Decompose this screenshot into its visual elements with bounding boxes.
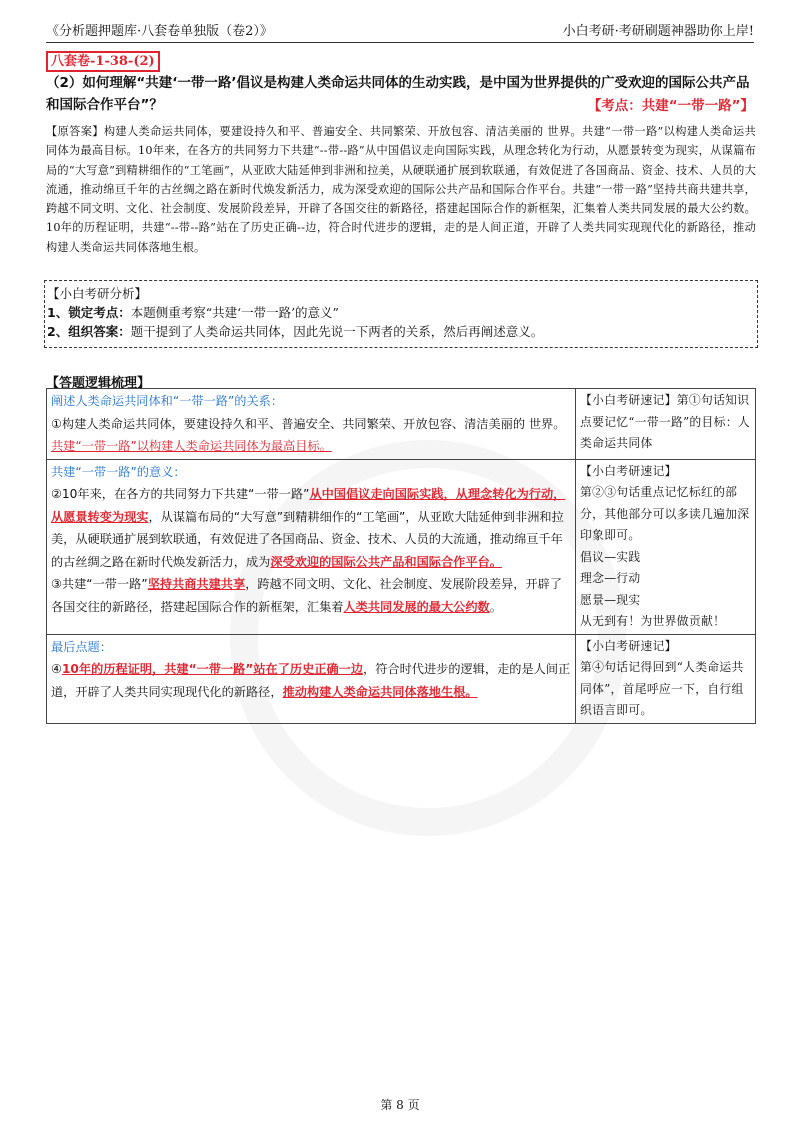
logic-cell-note	[576, 389, 756, 460]
logic-section-title: 【答题逻辑梳理】	[46, 376, 151, 391]
row-heading: 共建“一带一路”的意义：	[51, 464, 186, 479]
page-number: 第 8 页	[380, 1098, 420, 1112]
note-pair: 理念—行动	[580, 571, 641, 585]
note-heading: 【小白考研速记】	[580, 463, 677, 478]
logic-cell-main	[47, 459, 576, 634]
analysis-item-1-text: 本题侧重考察“共建‘一带一路’的意义”	[130, 305, 339, 320]
table-row	[47, 634, 756, 723]
note-text: 第①句话知识点要记忆“一带一路”的目标：人类命运共同体	[580, 393, 750, 450]
header-title: 《分析题押题库·八套卷单独版（卷2）》	[46, 24, 273, 39]
logic-cell-main	[47, 389, 576, 460]
row-highlight: 坚持共商共建共享	[147, 577, 246, 591]
row-text: ，符合时代进步的逻辑，走的是人间正道，开辟了人类共同实现现代化的新路径，	[51, 662, 571, 699]
note-end: 从无到有！为世界做贡献！	[580, 614, 726, 628]
row-text: 。	[489, 599, 502, 614]
analysis-title: 【小白考研分析】	[47, 286, 148, 301]
analysis-item-1-label: 1、锁定考点：	[47, 305, 131, 320]
row-highlight: 10年的历程证明，共建“一带一路”站在了历史正确一边	[61, 662, 364, 676]
row-highlight: 深受欢迎的国际公共产品和国际合作平台。	[270, 554, 502, 569]
row-text: ②10年来，在各方的共同努力下共建“一带一路”	[51, 487, 310, 501]
row-highlight: 共建“一带一路”以构建人类命运共同体为最高目标。	[51, 439, 332, 453]
row-highlight: 推动构建人类命运共同体落地生根。	[282, 684, 478, 699]
analysis-item-2-label: 2、组织答案：	[47, 324, 131, 339]
row-highlight: 从中国倡议走向国际实践，从理念转化为行动，从愿景转变为现实	[51, 487, 566, 524]
logic-table	[46, 388, 756, 724]
analysis-item-2	[47, 322, 755, 341]
logic-cell-note	[576, 634, 756, 723]
note-heading: 【小白考研速记】	[580, 393, 677, 407]
page-header	[46, 18, 754, 43]
question-text: （2）如何理解“共建‘一带一路’倡议是构建人类命运共同体的生动实践，是中国为世界提供的广受欢迎的国际公共产品和国际合作平台”？	[46, 75, 750, 113]
row-text: ①构建人类命运共同体，要建设持久和平、普遍安全、共同繁荣、开放包容、清洁美丽的 世界。	[51, 416, 566, 431]
question-id-badge: 八套卷-1-38-(2)	[46, 51, 160, 72]
analysis-item-2-text: 题干提到了人类命运共同体，因此先说一下两者的关系，然后再阐述意义。	[130, 324, 544, 339]
note-pair: 倡议—实践	[580, 549, 641, 564]
row-text: ，从谋篇布局的“大写意”到精耕细作的“工笔画”，从亚欧大陆延伸到非洲和拉美，从硬联通扩展到软联通，有效促进了各国商品、资金、技术、人员的大流通，推动绵亘千年的古丝绸之路在新时代焕发新活力，成为	[51, 509, 564, 569]
row-text: ③共建“一带一路”	[51, 577, 148, 591]
table-row	[47, 459, 756, 634]
analysis-box	[44, 280, 758, 348]
note-pair: 愿景—现实	[580, 592, 641, 607]
kaodian-tag: 【考点：共建“一带一路”】	[587, 98, 754, 114]
table-row	[47, 389, 756, 460]
analysis-item-1	[47, 303, 755, 322]
original-answer: 【原答案】构建人类命运共同体，要建设持久和平、普遍安全、共同繁荣、开放包容、清洁美丽的 世界。共建“一带一路”以构建人类命运共同体为最高目标。10年来，在各方的共同努力下共建“--带--路”从中国倡议走向国际实践，从理念转化为行动，从愿景转变为现实，从谋篇布局的“大写意”到精耕细作的“工笔画”，从亚欧大陆延伸到非洲和拉美，从硬联通扩展到软联通，有效促进了各国商品、资金、技术、人员的大流通，推动绵亘千年的古丝绸之路在新时代焕发新活力，成为深受欢迎的国际公共产品和国际合作平台。共建“一带一路”坚持共商共建共享，跨越不同文明、文化、社会制度、发展阶段差异，开辟了各国交往的新路径，搭建起国际合作的新框架，汇集着人类共同发展的最大公约数。10年的历程证明，共建“--带--路”站在了历史正确--边，符合时代进步的逻辑，走的是人间正道，开辟了人类共同实现现代化的新路径，推动构建人类命运共同体落地生根。	[46, 125, 756, 254]
row-text: ④	[51, 662, 62, 676]
logic-cell-note	[576, 459, 756, 634]
logic-cell-main	[47, 634, 576, 723]
row-highlight: 人类共同发展的最大公约数	[343, 599, 490, 614]
row-heading: 阐述人类命运共同体和“一带一路”的关系：	[51, 394, 284, 408]
note-heading: 【小白考研速记】	[580, 638, 677, 653]
row-heading: 最后点题：	[51, 639, 112, 654]
header-slogan: 小白考研·考研刷题神器助你上岸!	[562, 24, 754, 39]
row-text: ，跨越不同文明、文化、社会制度、发展阶段差异，开辟了各国交往的新路径，搭建起国际合作的新框架，汇集着	[51, 577, 563, 614]
note-text: 第②③句话重点记忆标红的部分，其他部分可以多读几遍加深印象即可。	[580, 485, 750, 542]
note-text: 第④句话记得回到“人类命运共同体”，首尾呼应一下，自行组织语言即可。	[580, 660, 744, 717]
